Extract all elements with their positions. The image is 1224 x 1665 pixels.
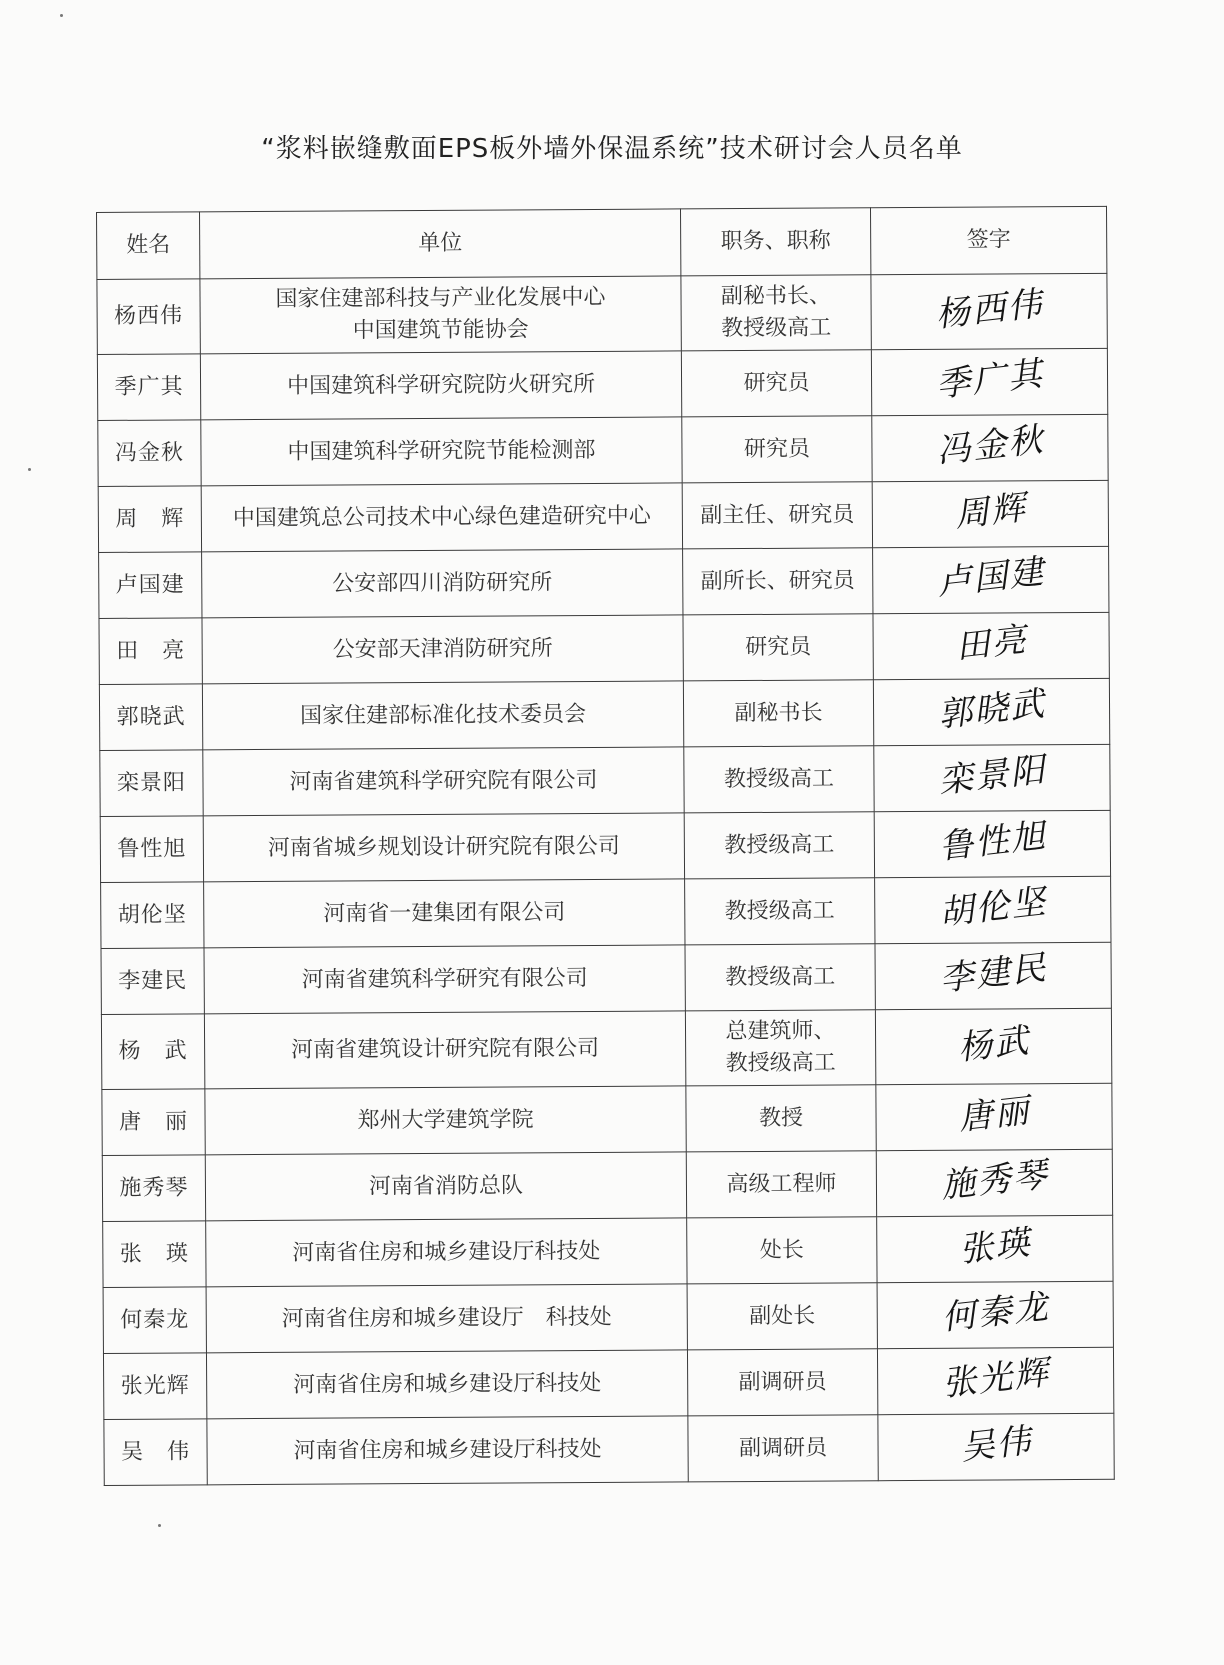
attendee-signature xyxy=(874,810,1110,877)
scan-speck xyxy=(28,468,31,471)
attendee-table xyxy=(96,206,1115,1486)
attendee-name: 吴 伟 xyxy=(104,1419,207,1486)
attendee-name: 周 辉 xyxy=(98,486,201,553)
position-line-1: 副所长、研究员 xyxy=(700,567,855,594)
attendee-position xyxy=(687,1349,877,1416)
attendee-signature xyxy=(875,1008,1111,1084)
position-line-1: 副处长 xyxy=(749,1303,816,1329)
position-line-1: 副调研员 xyxy=(738,1369,827,1395)
unit-line-1: 郑州大学建筑学院 xyxy=(357,1106,534,1133)
unit-line-1: 河南省建筑科学研究有限公司 xyxy=(301,965,588,993)
attendee-unit xyxy=(202,681,683,750)
attendee-position xyxy=(681,275,871,351)
unit-line-1: 中国建筑总公司技术中心绿色建造研究中心 xyxy=(232,503,651,531)
position-line-1: 教授级高工 xyxy=(724,832,835,858)
attendee-unit xyxy=(201,483,682,552)
attendee-position xyxy=(685,878,875,945)
attendee-position xyxy=(684,812,874,879)
header-name: 姓名 xyxy=(97,212,200,280)
attendee-position xyxy=(685,944,875,1011)
table-row xyxy=(97,273,1107,354)
attendee-name: 施秀琴 xyxy=(102,1155,205,1222)
attendee-position xyxy=(687,1217,877,1284)
attendee-unit xyxy=(205,1152,686,1221)
table-row xyxy=(102,1149,1112,1221)
attendee-signature xyxy=(877,1215,1113,1282)
handwritten-signature: 施秀琴 xyxy=(938,1154,1051,1207)
position-line-1: 副秘书长 xyxy=(734,700,823,726)
attendee-signature xyxy=(871,273,1107,349)
table-row xyxy=(101,1008,1111,1089)
attendee-name: 杨 武 xyxy=(101,1014,204,1090)
position-line-2: 教授级高工 xyxy=(725,1050,836,1077)
attendee-signature xyxy=(872,480,1108,547)
attendee-signature xyxy=(877,1347,1113,1414)
position-line-1: 副调研员 xyxy=(738,1435,828,1461)
attendee-name: 季广其 xyxy=(97,354,200,421)
unit-line-1: 河南省消防总队 xyxy=(368,1172,524,1199)
attendee-unit xyxy=(202,615,683,684)
attendee-name: 栾景阳 xyxy=(100,750,203,817)
position-line-1: 教授级高工 xyxy=(723,766,835,792)
handwritten-signature: 张瑛 xyxy=(956,1222,1033,1271)
unit-line-1: 河南省一建集团有限公司 xyxy=(323,899,566,927)
unit-line-1: 中国建筑科学研究院防火研究所 xyxy=(286,371,596,399)
handwritten-signature: 张光辉 xyxy=(939,1352,1052,1405)
position-line-1: 总建筑师、 xyxy=(725,1018,836,1045)
attendee-signature xyxy=(874,744,1110,811)
unit-line-1: 河南省住房和城乡建设厅科技处 xyxy=(292,1238,601,1266)
attendee-name: 冯金秋 xyxy=(98,420,201,487)
attendee-position xyxy=(688,1415,878,1482)
attendee-position xyxy=(681,350,871,417)
position-line-1: 高级工程师 xyxy=(726,1170,837,1197)
attendee-unit xyxy=(203,813,684,882)
attendee-unit xyxy=(206,1218,687,1287)
handwritten-signature: 何秦龙 xyxy=(939,1286,1052,1339)
position-line-1: 研究员 xyxy=(743,370,810,396)
position-line-1: 研究员 xyxy=(745,634,812,660)
position-line-1: 处长 xyxy=(759,1237,804,1263)
attendee-signature xyxy=(875,942,1111,1009)
unit-line-1: 公安部天津消防研究所 xyxy=(332,635,553,663)
table-row xyxy=(102,1083,1112,1155)
attendee-name: 胡伦坚 xyxy=(101,882,204,949)
unit-line-1: 国家住建部科技与产业化发展中心 xyxy=(275,284,606,312)
handwritten-signature: 周辉 xyxy=(952,487,1029,536)
unit-line-1: 河南省住房和城乡建设厅科技处 xyxy=(293,1436,602,1464)
attendee-signature xyxy=(871,348,1107,415)
attendee-unit xyxy=(204,945,685,1014)
table-row xyxy=(103,1281,1113,1353)
attendee-name: 鲁性旭 xyxy=(100,816,203,883)
table-row xyxy=(104,1413,1114,1485)
position-line-1: 教授级高工 xyxy=(725,963,836,990)
attendee-signature xyxy=(876,1149,1112,1216)
attendee-unit xyxy=(201,417,682,486)
attendee-name: 李建民 xyxy=(101,948,204,1015)
attendee-name: 张 瑛 xyxy=(103,1221,206,1288)
attendee-position xyxy=(686,1151,876,1218)
position-line-2: 教授级高工 xyxy=(721,315,832,342)
position-line-1: 教授级高工 xyxy=(724,898,835,924)
header-position: 职务、职称 xyxy=(680,208,870,276)
attendee-unit xyxy=(203,747,684,816)
header-signature: 签字 xyxy=(870,206,1106,274)
attendee-signature xyxy=(873,546,1109,613)
table-row xyxy=(101,876,1111,948)
position-line-1: 研究员 xyxy=(743,436,811,462)
attendee-name: 唐 丽 xyxy=(102,1089,205,1156)
handwritten-signature: 卢国建 xyxy=(934,551,1047,604)
attendee-signature xyxy=(878,1413,1114,1480)
attendee-signature xyxy=(873,678,1109,745)
handwritten-signature: 杨西伟 xyxy=(933,283,1045,335)
unit-line-1: 河南省住房和城乡建设厅 科技处 xyxy=(281,1304,612,1332)
attendee-position xyxy=(682,416,872,483)
handwritten-signature: 胡伦坚 xyxy=(936,881,1049,934)
handwritten-signature: 田亮 xyxy=(953,619,1030,668)
unit-line-1: 河南省城乡规划设计研究院有限公司 xyxy=(267,833,620,861)
attendee-unit xyxy=(204,1011,685,1089)
table-row xyxy=(101,942,1111,1014)
attendee-name: 何秦龙 xyxy=(103,1287,206,1354)
unit-line-1: 河南省住房和城乡建设厅科技处 xyxy=(293,1370,602,1398)
table-row xyxy=(99,678,1109,750)
handwritten-signature: 鲁性旭 xyxy=(936,815,1049,868)
attendee-unit xyxy=(207,1416,688,1485)
handwritten-signature: 杨武 xyxy=(955,1020,1032,1068)
attendee-position xyxy=(683,548,873,615)
attendee-position xyxy=(684,746,874,813)
document-title: “浆料嵌缝敷面EPS板外墙外保温系统”技术研讨会人员名单 xyxy=(261,134,963,164)
table-row xyxy=(98,414,1108,486)
handwritten-signature: 吴伟 xyxy=(958,1420,1035,1469)
scan-speck xyxy=(60,14,63,17)
table-header-row xyxy=(97,206,1107,279)
table-row xyxy=(97,348,1107,420)
table-row xyxy=(99,612,1109,684)
attendee-name: 郭晓武 xyxy=(99,684,202,751)
attendee-unit xyxy=(202,549,683,618)
table-row xyxy=(103,1215,1113,1287)
attendee-unit xyxy=(206,1284,687,1353)
attendee-signature xyxy=(877,1281,1113,1348)
table-row xyxy=(98,480,1108,552)
unit-line-1: 河南省建筑设计研究院有限公司 xyxy=(291,1035,600,1063)
attendee-signature xyxy=(873,612,1109,679)
attendee-unit xyxy=(200,351,681,420)
table-row xyxy=(99,546,1109,618)
attendee-position xyxy=(685,1010,875,1086)
unit-line-1: 河南省建筑科学研究院有限公司 xyxy=(289,767,598,795)
handwritten-signature: 郭晓武 xyxy=(935,683,1048,736)
attendee-position xyxy=(686,1085,876,1152)
attendee-name: 张光辉 xyxy=(103,1353,206,1420)
handwritten-signature: 栾景阳 xyxy=(936,749,1048,802)
attendee-name: 卢国建 xyxy=(99,552,202,619)
table-body xyxy=(97,273,1114,1485)
attendee-unit xyxy=(206,1350,687,1419)
attendee-position xyxy=(683,614,873,681)
handwritten-signature: 李建民 xyxy=(937,947,1050,1000)
attendee-name: 杨西伟 xyxy=(97,279,200,355)
unit-line-1: 公安部四川消防研究所 xyxy=(332,569,553,597)
table-row xyxy=(100,744,1110,816)
attendee-signature xyxy=(872,414,1108,481)
attendee-signature xyxy=(876,1083,1112,1150)
attendee-name: 田 亮 xyxy=(99,618,202,685)
table-row xyxy=(103,1347,1113,1419)
table-row xyxy=(100,810,1110,882)
attendee-position xyxy=(682,482,872,549)
handwritten-signature: 冯金秋 xyxy=(934,419,1046,472)
position-line-1: 副主任、研究员 xyxy=(700,501,855,528)
scan-speck xyxy=(158,1524,161,1527)
handwritten-signature: 唐丽 xyxy=(956,1090,1033,1139)
handwritten-signature: 季广其 xyxy=(933,353,1046,406)
attendee-position xyxy=(687,1283,877,1350)
attendee-position xyxy=(683,680,873,747)
header-unit: 单位 xyxy=(200,209,681,279)
unit-line-1: 中国建筑科学研究院节能检测部 xyxy=(287,437,596,465)
position-line-1: 教授 xyxy=(758,1105,804,1131)
attendee-unit xyxy=(205,1086,686,1155)
attendee-unit xyxy=(204,879,685,948)
unit-line-2: 中国建筑节能协会 xyxy=(352,317,529,344)
unit-line-1: 国家住建部标准化技术委员会 xyxy=(299,701,587,729)
attendee-signature xyxy=(875,876,1111,943)
position-line-1: 副秘书长、 xyxy=(720,283,832,310)
attendee-unit xyxy=(200,276,681,354)
